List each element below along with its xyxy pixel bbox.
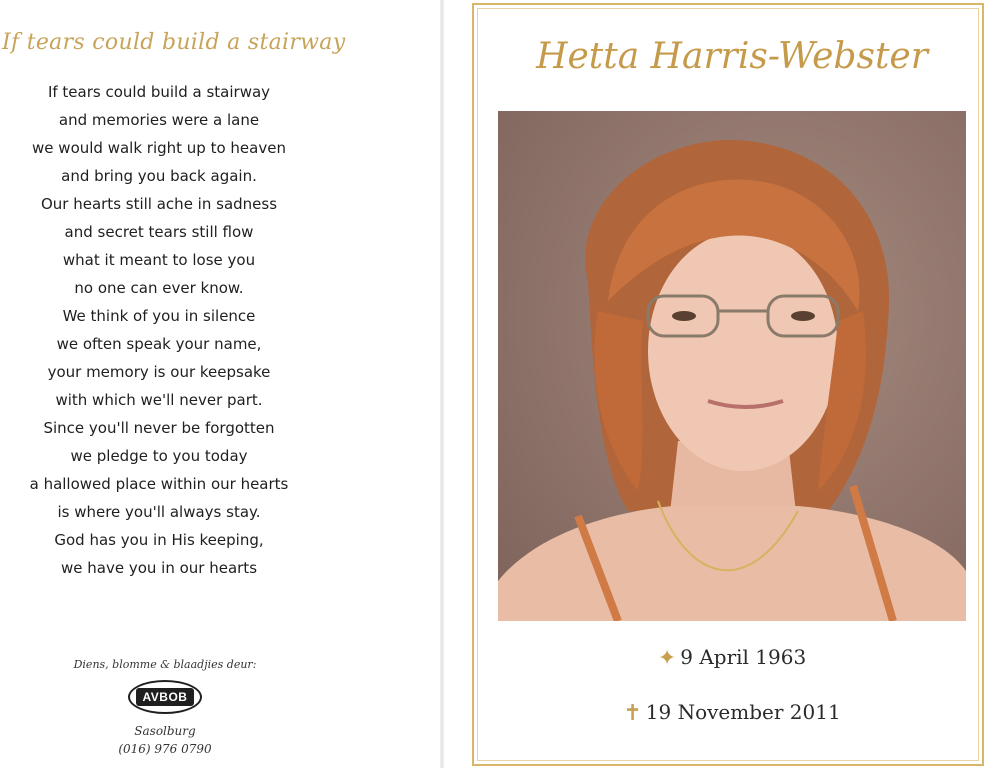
star-icon: ✦ — [657, 646, 677, 671]
poem-line: with which we'll never part. — [55, 391, 263, 409]
avbob-logo-text: AVBOB — [136, 688, 194, 706]
poem-line: and bring you back again. — [61, 167, 257, 185]
poem-line: Since you'll never be forgotten — [43, 419, 275, 437]
sponsor-caption: Diens, blomme & blaadjies deur: — [73, 658, 257, 671]
right-panel — [444, 0, 987, 768]
poem-line: If tears could build a stairway — [47, 83, 271, 101]
poem-line: we would walk right up to heaven — [32, 139, 286, 157]
poem-line: God has you in His keeping, — [54, 531, 264, 549]
poem-line: Our hearts still ache in sadness — [40, 195, 278, 213]
poem-line: and secret tears still flow — [64, 223, 254, 241]
poem-line: We think of you in silence — [62, 307, 256, 325]
death-date-row — [504, 700, 960, 726]
left-panel — [0, 0, 440, 768]
deceased-name: Hetta Harris-Webster — [536, 36, 928, 77]
sponsor-block — [40, 656, 290, 758]
poem — [0, 78, 318, 582]
poem-line: is where you'll always stay. — [57, 503, 261, 521]
portrait-photo — [498, 111, 966, 621]
poem-line: what it meant to lose you — [62, 251, 256, 269]
portrait-illustration — [498, 111, 966, 621]
cross-icon: ✝ — [623, 701, 642, 726]
poem-line: we have you in our hearts — [60, 559, 258, 577]
poem-line: we often speak your name, — [56, 335, 262, 353]
poem-line: your memory is our keepsake — [47, 363, 271, 381]
poem-line: we pledge to you today — [70, 447, 248, 465]
birth-date-row — [504, 645, 960, 671]
birth-date: 9 April 1963 — [680, 645, 807, 669]
sponsor-phone: (016) 976 0790 — [118, 742, 212, 756]
poem-line: a hallowed place within our hearts — [29, 475, 289, 493]
sponsor-location: Sasolburg — [134, 724, 196, 738]
poem-line: and memories were a lane — [58, 111, 260, 129]
avbob-logo — [128, 680, 202, 714]
poem-line: no one can ever know. — [74, 279, 244, 297]
poem-title: If tears could build a stairway — [2, 30, 346, 55]
death-date: 19 November 2011 — [645, 700, 841, 724]
